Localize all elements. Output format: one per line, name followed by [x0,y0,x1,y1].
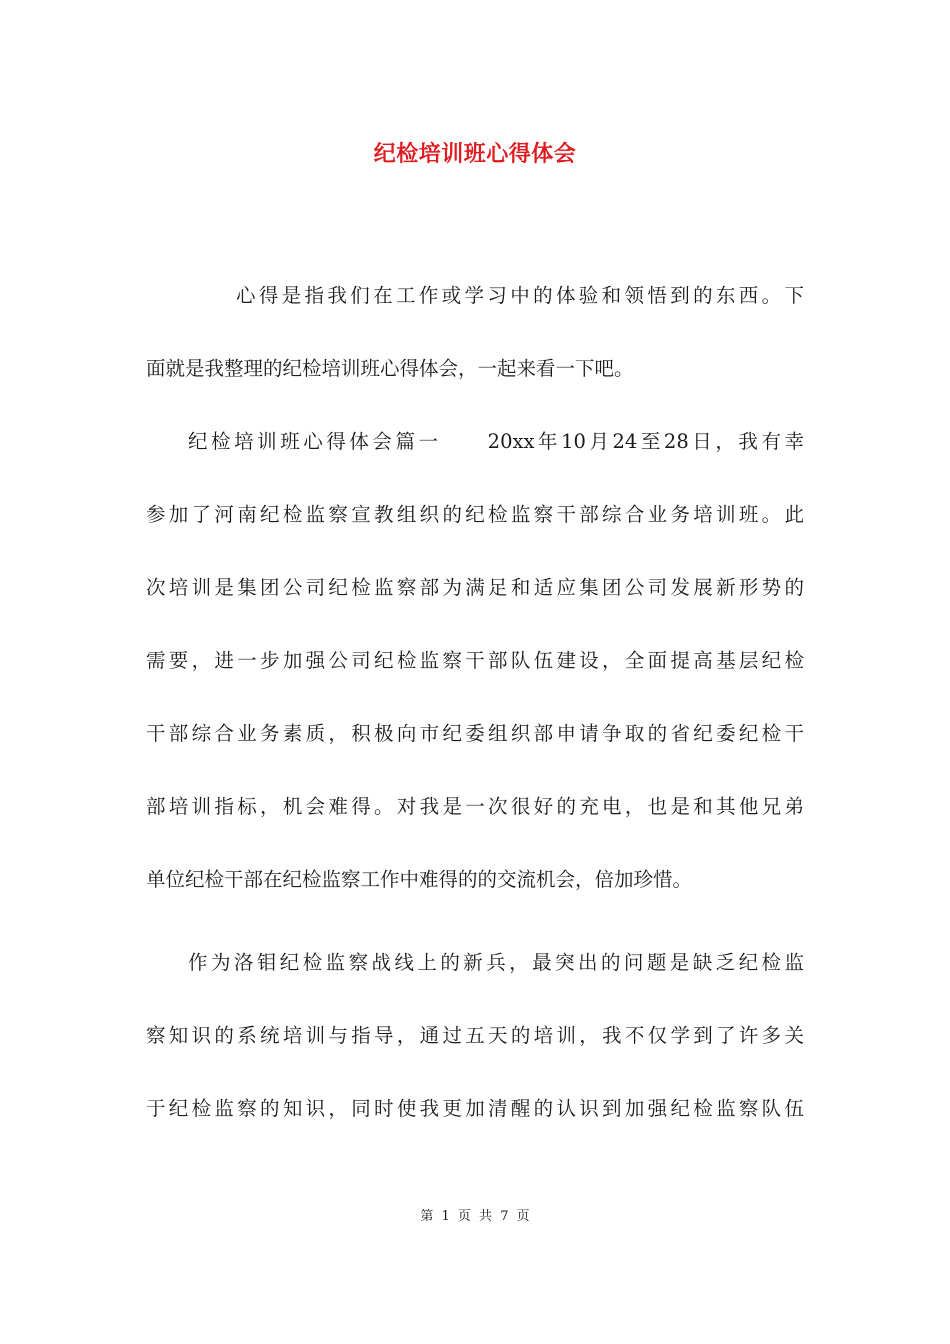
paragraph-line: 需要，进一步加强公司纪检监察干部队伍建设，全面提高基层纪检 [146,649,804,672]
paragraph-line: 次培训是集团公司纪检监察部为满足和适应集团公司发展新形势的 [146,576,804,599]
paragraph-line: 纪检培训班心得体会篇一 20xx年10月24至28日，我有幸 [188,430,804,453]
paragraph-line: 参加了河南纪检监察宣教组织的纪检监察干部综合业务培训班。此 [146,503,804,526]
paragraph-line: 察知识的系统培训与指导，通过五天的培训，我不仅学到了许多关 [146,1024,804,1047]
paragraph-line: 面就是我整理的纪检培训班心得体会，一起来看一下吧。 [146,357,634,380]
paragraph-line: 单位纪检干部在纪检监察工作中难得的的交流机会，倍加珍惜。 [146,868,693,891]
paragraph-line: 于纪检监察的知识，同时使我更加清醒的认识到加强纪检监察队伍 [146,1097,804,1120]
paragraph-line: 干部综合业务素质，积极向市纪委组织部申请争取的省纪委纪检干 [146,722,804,745]
paragraph-line: 心得是指我们在工作或学习中的体验和领悟到的东西。下 [236,284,804,307]
paragraph-line: 作为洛钼纪检监察战线上的新兵，最突出的问题是缺乏纪检监 [188,951,804,974]
document-title: 纪检培训班心得体会 [373,141,577,167]
page-number-footer: 第 1 页 共 7 页 [420,1209,530,1224]
paragraph-line: 部培训指标，机会难得。对我是一次很好的充电，也是和其他兄弟 [146,795,804,818]
